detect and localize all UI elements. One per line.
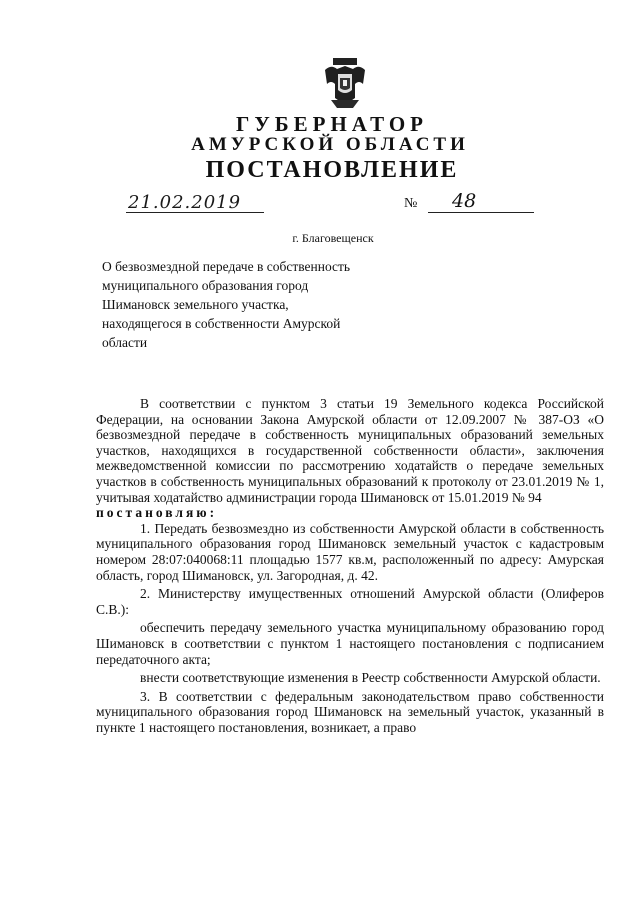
paragraph-1: 1. Передать безвозмездно из собственности Амурской области в собственность муниципального образования город Шимановск земельный участок с кадастровым номером 28:07:040068:11 площадью 1577 кв.м, расположенный по адресу: Амурская область, город Шимановск, ул. Загородная, д. 42. (96, 520, 604, 583)
paragraph-3: 3. В соответствии с федеральным законодательством право собственности муниципального образования город Шимановск на земельный участок, указанный в пункте 1 настоящего постановления, возникает, а право (96, 688, 604, 735)
decree-date: 21.02.2019 (128, 192, 242, 213)
preamble: В соответствии с пунктом 3 статьи 19 Земельного кодекса Российской Федерации, на основании Закона Амурской области от 12.09.2007 № 387-ОЗ «О безвозмездной передаче в собственность муниципальных образований земельных участков, находящихся в государственной собственности области», заключения межведомственной комиссии по рассмотрению ходатайств о передаче земельных участков в собственность муниципальных образований к протоколу от 23.01.2019 № 1, учитывая ходатайство администрации города Шимановск от 15.01.2019 № 94 (96, 396, 604, 505)
date-underline (126, 212, 264, 213)
paragraph-2b: внести соответствующие изменения в Реестр собственности Амурской области. (140, 670, 601, 686)
document-body (96, 396, 604, 735)
city: г. Благовещенск (292, 231, 374, 245)
document-title: О безвозмездной передаче в собственность муниципального образования город Шимановск земельного участка, находящегося в собственности Амурской области (102, 259, 351, 350)
decree-word: постановляю: (96, 505, 218, 521)
paragraph-2: 2. Министерству имущественных отношений Амурской области (Олиферов С.В.): (96, 586, 604, 617)
decree-number: 48 (452, 190, 477, 212)
header-region: АМУРСКОЙ ОБЛАСТИ (191, 134, 469, 155)
number-label: № (404, 196, 418, 211)
coat-of-arms-icon (323, 58, 367, 110)
number-underline (428, 212, 534, 213)
paragraph-2a: обеспечить передачу земельного участка муниципальному образованию город Шимановск в соответствии с пунктом 1 настоящего постановления с подписанием передаточного акта; (96, 620, 604, 667)
header-decree: ПОСТАНОВЛЕНИЕ (205, 157, 459, 183)
header-governor: ГУБЕРНАТОР (235, 112, 429, 136)
